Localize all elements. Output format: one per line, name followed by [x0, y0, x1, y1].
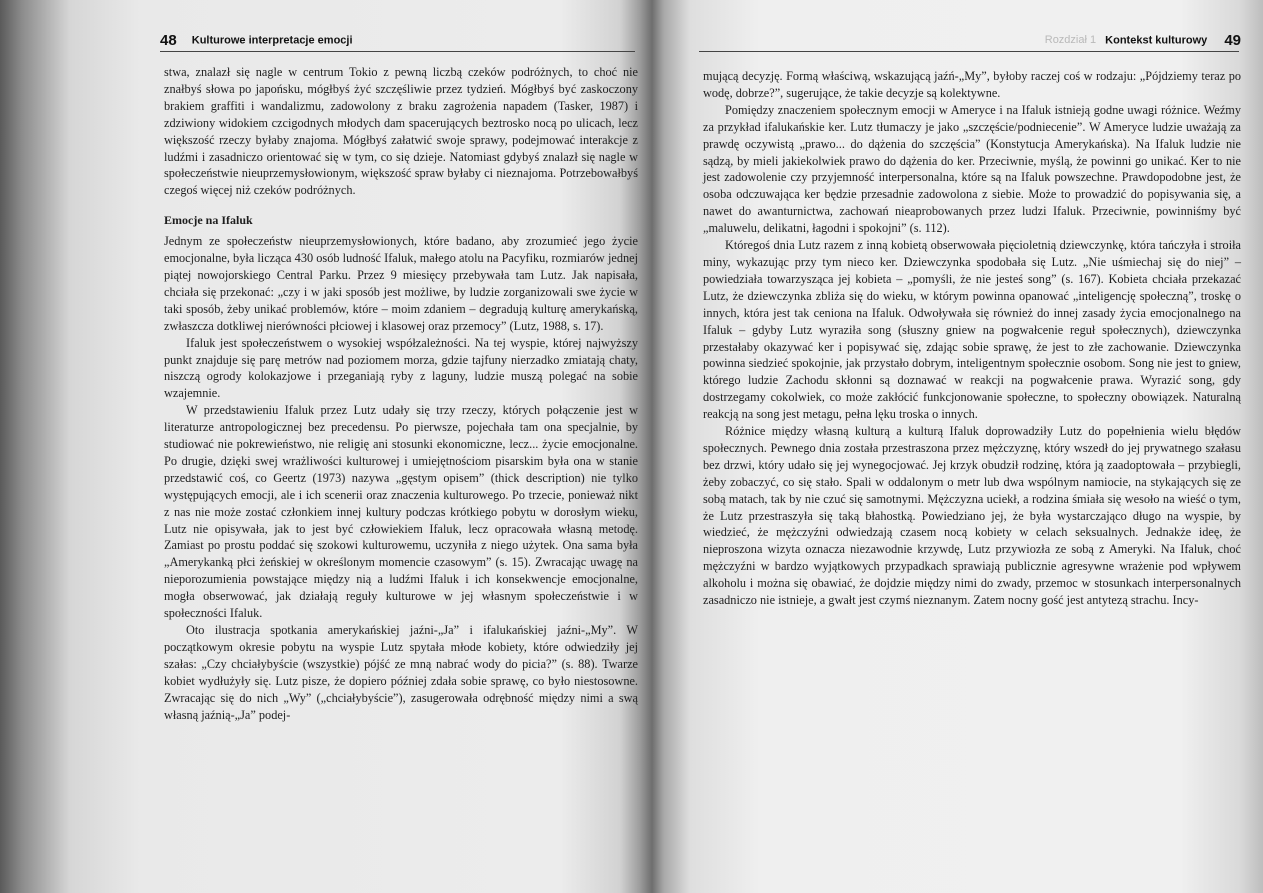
paragraph: W przedstawieniu Ifaluk przez Lutz udały się trzy rzeczy, których połączenie jest w literaturze antropologicznej bez precedensu. Po pierwsze, pojechała tam ona specjalnie, by studiować nie pokrewieństwo, nie religię ani stosunki ekonomiczne, lecz... życie emocjonalne. Po drugie, dzięki swej wrażliwości kulturowej i umiejętnościom pisarskim była ona w stanie przedstawić coś, co Geertz (1973) nazywa „gęstym opisem” (thick description) nie tylko występujących emocji, ale i ich scenerii oraz znaczenia kulturowego. Po trzecie, ponieważ nikt z nas nie może zostać członkiem innej kultury podczas krótkiego pobytu w dorosłym wieku, Lutz nie opisywała, jak to jest być człowiekiem Ifaluk, lecz opracowała własną metodę. Zamiast po prostu poddać się szokowi kulturowemu, uczyniła z niego użytek. Ona sama była „Amerykanką płci żeńskiej w określonym momencie czasowym” (s. 15). Zwracając uwagę na nieporozumienia powstające między nią a ludźmi Ifaluk i ich konsekwencje emocjonalne, mogła obserwować, jak działają reguły kulturowe w jej własnym społeczeństwie i w społeczności Ifaluk. [164, 403, 638, 621]
page-number-right: 49 [1224, 32, 1241, 49]
paragraph: Pomiędzy znaczeniem społecznym emocji w Ameryce i na Ifaluk istnieją godne uwagi różnice. Weźmy za przykład ifalukańskie ker. Lutz tłumaczy je jako „szczęście/podniecenie”. W Ameryce ludzie uważają za prawdę oczywistą „prawo... do dążenia do szczęścia” (Konstytucja Amerykańska). Na Ifaluk ludzie nie sądzą, by mieli jakiekolwiek prawo do dążenia do ker. Przeciwnie, myślą, że powinni go unikać. Ker to nie jest zadowolenie czy przyjemność interpersonalna, które są na Ifaluk powszechne. Prawdopodobne jest, że osoba odczuwająca ker będzie przesadnie zadowolona z siebie. Może to prowadzić do popisywania się, a nawet do awanturnictwa, zachowań nieaprobowanych przez ludzi Ifaluk. Przeciwnie, powinniśmy być „maluwelu, delikatni, łagodni i spokojni” (s. 112). [703, 102, 1241, 236]
running-head-title-right: Kontekst kulturowy [1105, 34, 1208, 47]
running-head-faint: Rozdział 1 [1044, 34, 1097, 47]
running-head-left [160, 32, 353, 49]
page-number-left: 48 [160, 32, 177, 49]
body-text-left [164, 64, 638, 723]
body-text-right [703, 68, 1241, 609]
paragraph: Któregoś dnia Lutz razem z inną kobietą obserwowała pięcioletnią dziewczynkę, która tańczyła i stroiła miny, wykazując przy tym nieco ker. Dziewczynka spodobała się Lutz. „Nie uśmiechaj się do niej” – powiedziała towarzysząca jej kobieta – „pomyśli, że nie jesteś song” (s. 167). Kobieta chciała przekazać Lutz, że dziewczynka zbliża się do wieku, w którym powinna opanować „inteligencję społeczną”, troskę o innych, która jest tak ceniona na Ifaluk. Odwoływała się również do innej zasady życia emocjonalnego na Ifaluk – gdyby Lutz wyraziła song (słuszny gniew na pogwałcenie reguł społecznych), dziewczynka przestałaby okazywać ker i popisywać się, zdając sobie sprawę, że jest to złe zachowanie. Dziewczynka powinna siedzieć spokojnie, jak przystało dobrym, inteligentnym społecznie osobom. Song nie jest to gniew, którego ludzie Zachodu skłonni są doznawać w reakcji na pogwałcenie prawa. Wyrazić song, gdy dostrzegamy cokolwiek, co może zakłócić funkcjonowanie społeczne, to społeczny obowiązek. Naturalną reakcją na song jest metagu, pełna lęku troska o innych. [703, 238, 1241, 422]
paragraph: Ifaluk jest społeczeństwem o wysokiej współzależności. Na tej wyspie, której najwyższy punkt znajduje się parę metrów nad poziomem morza, gdzie tajfuny nierzadko zmiatają chaty, niszczą ogrody kolokazjowe i przeganiają ryby z laguny, ludzie muszą polegać na sobie wzajemnie. [164, 335, 638, 401]
paragraph: mującą decyzję. Formą właściwą, wskazującą jaźń-„My”, byłoby raczej coś w rodzaju: „Pójdziemy teraz po wodę, dobrze?”, sugerujące, że takie decyzje są kolektywne. [703, 69, 1241, 100]
paragraph: Różnice między własną kulturą a kulturą Ifaluk doprowadziły Lutz do popełnienia wielu błędów społecznych. Pewnego dnia została przestraszona przez mężczyznę, który wszedł do jej prywatnego szałasu bez drzwi, który udało się jej wynegocjować. Jej krzyk obudził rodzinę, która ją zaadoptowała – przybiegli, żeby zobaczyć, co się stało. Spali w oddalonym o metr lub dwa wspólnym namiocie, na stykających się ze sobą matach, tak by nie czuć się samotnymi. Mężczyzna uciekł, a rodzina śmiała się wesoło na wieść o tym, że Lutz przestraszyła się taką błahostką. Powiedziano jej, że była wystarczająco długo na wyspie, by wiedzieć, że mężczyźni odwiedzają czasem nocą kobiety w celach seksualnych. Jednakże ideę, że nieproszona wizyta oznacza niezawodnie krzywdę, Lutz przywiozła ze sobą z Ameryki. Na Ifaluk, choć mężczyźni w bardzo wyjątkowych przypadkach sprawiają publicznie agresywne wrażenie pod wpływem alkoholu i można się obawiać, że dojdzie między nimi do zwady, przemoc w stosunkach interpersonalnych zasadniczo nie istnieje, a gwałt jest czymś nieznanym. Zatem nocny gość jest antytezą strachu. Incy- [703, 424, 1241, 608]
right-page [653, 0, 1263, 893]
header-rule-left [160, 51, 635, 52]
running-head-title-left: Kulturowe interpretacje emocji [191, 34, 353, 47]
paragraph: Oto ilustracja spotkania amerykańskiej jaźni-„Ja” i ifalukańskiej jaźni-„My”. W początkowym okresie pobytu na wyspie Lutz spytała młode kobiety, które odwiedziły jej szałas: „Czy chciałybyście (wszystkie) pójść ze mną nabrać wody do picia?” (s. 88). Twarze kobiet wydłużyły się. Lutz pisze, że dopiero później zdała sobie sprawę, co było niestosowne. Zwracając się do nich „Wy” („chciałybyście”), zasugerowała odrębność między nimi a swą własną jaźnią-„Ja” podej- [164, 623, 638, 722]
header-rule-right [699, 51, 1239, 52]
paragraph: stwa, znalazł się nagle w centrum Tokio z pewną liczbą czeków podróżnych, to choć nie znałbyś słowa po japońsku, mógłbyś żyć szczęśliwie przez tydzień. Mógłbyś być zaskoczony brakiem graffiti i wandalizmu, zadowolony z braku zagrożenia napadem (Tasker, 1987) i zdziwiony widokiem czcigodnych młodych dam spacerujących beztrosko nocą po ulicach, lecz większość rzeczy byłaby znajoma. Mógłbyś załatwić swoje sprawy, podejmować interakcje z ludźmi i zasadniczo orientować się w tym, co się dzieje. Natomiast gdybyś znalazł się nagle w społeczeństwie nieuprzemysłowionym, większość spraw byłaby ci nieznajoma. Potrzebowałbyś czegoś więcej niż czeków podróżnych. [164, 65, 638, 198]
section-heading: Emocje na Ifaluk [164, 213, 253, 228]
paragraph: Jednym ze społeczeństw nieuprzemysłowionych, które badano, aby zrozumieć jego życie emocjonalne, była licząca 430 osób ludność Ifaluk, małego atolu na Pacyfiku, rozmiarów jednej piątej nowojorskiego Central Parku. Przez 9 miesięcy przebywała tam Lutz. Jak napisała, chciała się przekonać: „czy i w jaki sposób jest możliwe, by ludzie zorganizowali swe życie w taki sposób, żeby unikać problemów, które – moim zdaniem – degradują kulturę amerykańską, zwłaszcza dotkliwej nierówności płciowej i klasowej oraz przemocy” (Lutz, 1988, s. 17). [164, 234, 638, 333]
running-head-right [1045, 32, 1241, 49]
